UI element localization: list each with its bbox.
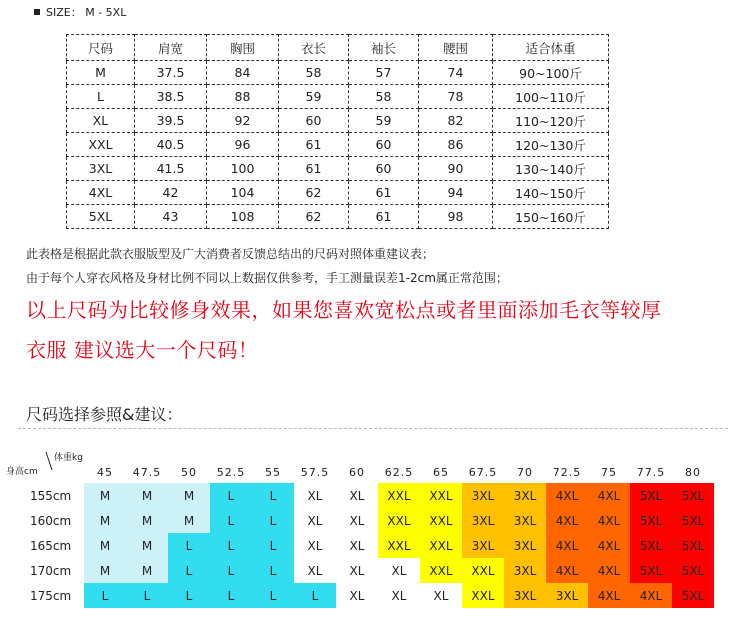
grid-cell: XXL <box>378 483 420 508</box>
grid-cell: M <box>126 483 168 508</box>
height-label: 155cm <box>30 488 72 503</box>
table-cell: 100 <box>207 157 279 181</box>
grid-cell: 4XL <box>546 508 588 533</box>
grid-cell: L <box>210 483 252 508</box>
table-cell: 82 <box>419 109 493 133</box>
table-cell: 43 <box>135 205 207 229</box>
grid-cell: XL <box>378 583 420 608</box>
table-cell: 84 <box>207 61 279 85</box>
table-cell: 110~120斤 <box>493 109 609 133</box>
grid-corner-header <box>6 450 86 480</box>
table-cell: 86 <box>419 133 493 157</box>
size-recommendation-grid <box>26 483 714 608</box>
weight-axis-label: 体重kg <box>54 453 83 463</box>
grid-cell: L <box>168 558 210 583</box>
table-cell: 100~110斤 <box>493 85 609 109</box>
grid-cell: M <box>168 483 210 508</box>
grid-cell: L <box>252 583 294 608</box>
grid-cell: XL <box>294 533 336 558</box>
height-label: 170cm <box>30 563 72 578</box>
height-label: 160cm <box>30 513 72 528</box>
grid-cell: XXL <box>420 508 462 533</box>
table-cell: 104 <box>207 181 279 205</box>
table-row <box>67 181 609 205</box>
table-cell: 96 <box>207 133 279 157</box>
grid-cell: L <box>84 583 126 608</box>
table-cell: 58 <box>279 61 349 85</box>
divider <box>18 428 728 429</box>
table-cell: 60 <box>349 157 419 181</box>
grid-cell: 4XL <box>588 583 630 608</box>
grid-cell: XL <box>336 508 378 533</box>
grid-row <box>26 483 714 508</box>
table-cell: M <box>67 61 135 85</box>
note-text: 此表格是根据此款衣服版型及广大消费者反馈总结出的尺码对照体重建议表； <box>26 247 435 261</box>
table-cell: 61 <box>279 157 349 181</box>
height-label: 165cm <box>30 538 72 553</box>
header-chest: 胸围 <box>207 35 279 61</box>
table-cell: 40.5 <box>135 133 207 157</box>
grid-cell: XL <box>294 508 336 533</box>
grid-cell: L <box>210 533 252 558</box>
grid-cell: 3XL <box>462 483 504 508</box>
grid-cell: 5XL <box>672 483 714 508</box>
table-cell: 94 <box>419 181 493 205</box>
weight-label: 65 <box>433 466 449 479</box>
size-range-line <box>34 4 126 20</box>
grid-cell: M <box>126 533 168 558</box>
table-cell: 98 <box>419 205 493 229</box>
table-cell: 39.5 <box>135 109 207 133</box>
header-weight: 适合体重 <box>493 35 609 61</box>
grid-cell: XXL <box>462 583 504 608</box>
grid-cell: XL <box>294 483 336 508</box>
table-cell: 61 <box>349 181 419 205</box>
header-sleeve: 袖长 <box>349 35 419 61</box>
grid-cell: 4XL <box>588 483 630 508</box>
table-row <box>67 157 609 181</box>
table-cell: L <box>67 85 135 109</box>
weight-label: 50 <box>181 466 197 479</box>
weight-label: 67.5 <box>468 466 498 479</box>
grid-cell: L <box>252 558 294 583</box>
grid-cell: L <box>168 533 210 558</box>
table-row <box>67 61 609 85</box>
grid-cell: XL <box>336 533 378 558</box>
grid-cell: L <box>252 533 294 558</box>
table-cell: 74 <box>419 61 493 85</box>
weight-label: 72.5 <box>552 466 582 479</box>
grid-cell: L <box>126 583 168 608</box>
grid-cell: 5XL <box>672 583 714 608</box>
table-cell: 4XL <box>67 181 135 205</box>
grid-cell: 3XL <box>504 533 546 558</box>
grid-cell: XL <box>336 558 378 583</box>
table-cell: XXL <box>67 133 135 157</box>
grid-cell: 3XL <box>504 583 546 608</box>
grid-cell: M <box>84 558 126 583</box>
table-cell: 5XL <box>67 205 135 229</box>
table-cell: 90 <box>419 157 493 181</box>
size-range-text: SIZE： M - 5XL <box>46 6 127 19</box>
grid-cell: 4XL <box>546 533 588 558</box>
grid-cell: 4XL <box>588 508 630 533</box>
grid-cell: L <box>210 558 252 583</box>
table-cell: 130~140斤 <box>493 157 609 181</box>
section-title: 尺码选择参照&建议： <box>26 405 183 424</box>
grid-cell: 5XL <box>630 533 672 558</box>
header-length: 衣长 <box>279 35 349 61</box>
grid-cell: XL <box>378 558 420 583</box>
weight-label: 62.5 <box>384 466 414 479</box>
table-cell: 61 <box>349 205 419 229</box>
table-cell: 59 <box>279 85 349 109</box>
grid-row <box>26 583 714 608</box>
weight-label: 77.5 <box>636 466 666 479</box>
grid-cell: 3XL <box>462 533 504 558</box>
height-label: 175cm <box>30 588 72 603</box>
weight-header-row <box>84 466 714 479</box>
grid-cell: 3XL <box>462 508 504 533</box>
size-chart-table <box>66 34 609 229</box>
sizing-advice: 衣服 建议选大一个尺码！ <box>26 338 259 362</box>
grid-cell: M <box>84 483 126 508</box>
bullet-icon <box>34 9 40 15</box>
grid-cell: XL <box>420 583 462 608</box>
grid-cell: 3XL <box>504 558 546 583</box>
grid-cell: L <box>294 583 336 608</box>
grid-cell: XL <box>336 483 378 508</box>
weight-label: 60 <box>349 466 365 479</box>
grid-cell: M <box>84 533 126 558</box>
table-row <box>67 205 609 229</box>
table-cell: 60 <box>279 109 349 133</box>
grid-cell: XXL <box>462 558 504 583</box>
weight-label: 45 <box>97 466 113 479</box>
table-cell: 90~100斤 <box>493 61 609 85</box>
grid-cell: L <box>210 508 252 533</box>
grid-cell: M <box>126 558 168 583</box>
grid-cell: 5XL <box>672 533 714 558</box>
table-cell: 140~150斤 <box>493 181 609 205</box>
table-cell: 58 <box>349 85 419 109</box>
grid-row <box>26 508 714 533</box>
height-axis-label: 身高cm <box>6 467 38 477</box>
table-cell: 88 <box>207 85 279 109</box>
weight-label: 70 <box>517 466 533 479</box>
sizing-advice: 以上尺码为比较修身效果，如果您喜欢宽松点或者里面添加毛衣等较厚 <box>26 298 662 322</box>
grid-cell: 5XL <box>630 558 672 583</box>
grid-cell: XXL <box>378 533 420 558</box>
grid-cell: XXL <box>378 508 420 533</box>
table-cell: 78 <box>419 85 493 109</box>
table-cell: 61 <box>279 133 349 157</box>
grid-cell: 5XL <box>672 558 714 583</box>
grid-cell: 3XL <box>504 508 546 533</box>
grid-cell: 4XL <box>588 558 630 583</box>
grid-cell: 3XL <box>504 483 546 508</box>
grid-cell: 3XL <box>546 583 588 608</box>
table-cell: XL <box>67 109 135 133</box>
table-cell: 120~130斤 <box>493 133 609 157</box>
grid-cell: M <box>168 508 210 533</box>
grid-cell: M <box>126 508 168 533</box>
table-cell: 57 <box>349 61 419 85</box>
grid-cell: XL <box>294 558 336 583</box>
table-cell: 60 <box>349 133 419 157</box>
grid-row <box>26 558 714 583</box>
table-cell: 62 <box>279 181 349 205</box>
grid-cell: M <box>84 508 126 533</box>
table-row <box>67 109 609 133</box>
header-shoulder: 肩宽 <box>135 35 207 61</box>
table-cell: 42 <box>135 181 207 205</box>
grid-cell: L <box>210 583 252 608</box>
grid-cell: XXL <box>420 483 462 508</box>
table-cell: 41.5 <box>135 157 207 181</box>
table-cell: 37.5 <box>135 61 207 85</box>
grid-cell: XXL <box>420 558 462 583</box>
table-cell: 62 <box>279 205 349 229</box>
grid-cell: 4XL <box>546 558 588 583</box>
table-row <box>67 133 609 157</box>
header-size: 尺码 <box>67 35 135 61</box>
note-text: 由于每个人穿衣风格及身材比例不同以上数据仅供参考，手工测量误差1-2cm属正常范围； <box>26 271 508 285</box>
table-cell: 92 <box>207 109 279 133</box>
weight-label: 47.5 <box>132 466 162 479</box>
grid-cell: XL <box>336 583 378 608</box>
table-row <box>67 85 609 109</box>
grid-cell: 5XL <box>630 483 672 508</box>
grid-cell: L <box>252 508 294 533</box>
grid-cell: 5XL <box>630 508 672 533</box>
table-cell: 38.5 <box>135 85 207 109</box>
table-header-row <box>67 35 609 61</box>
table-cell: 59 <box>349 109 419 133</box>
grid-cell: XXL <box>420 533 462 558</box>
grid-cell: 5XL <box>672 508 714 533</box>
table-cell: 3XL <box>67 157 135 181</box>
grid-cell: L <box>168 583 210 608</box>
weight-label: 75 <box>601 466 617 479</box>
grid-cell: 4XL <box>588 533 630 558</box>
grid-cell: L <box>252 483 294 508</box>
weight-label: 55 <box>265 466 281 479</box>
grid-cell: 4XL <box>546 483 588 508</box>
weight-label: 80 <box>685 466 701 479</box>
grid-cell: 4XL <box>630 583 672 608</box>
weight-label: 57.5 <box>300 466 330 479</box>
table-cell: 108 <box>207 205 279 229</box>
weight-label: 52.5 <box>216 466 246 479</box>
grid-row <box>26 533 714 558</box>
header-waist: 腰围 <box>419 35 493 61</box>
table-cell: 150~160斤 <box>493 205 609 229</box>
